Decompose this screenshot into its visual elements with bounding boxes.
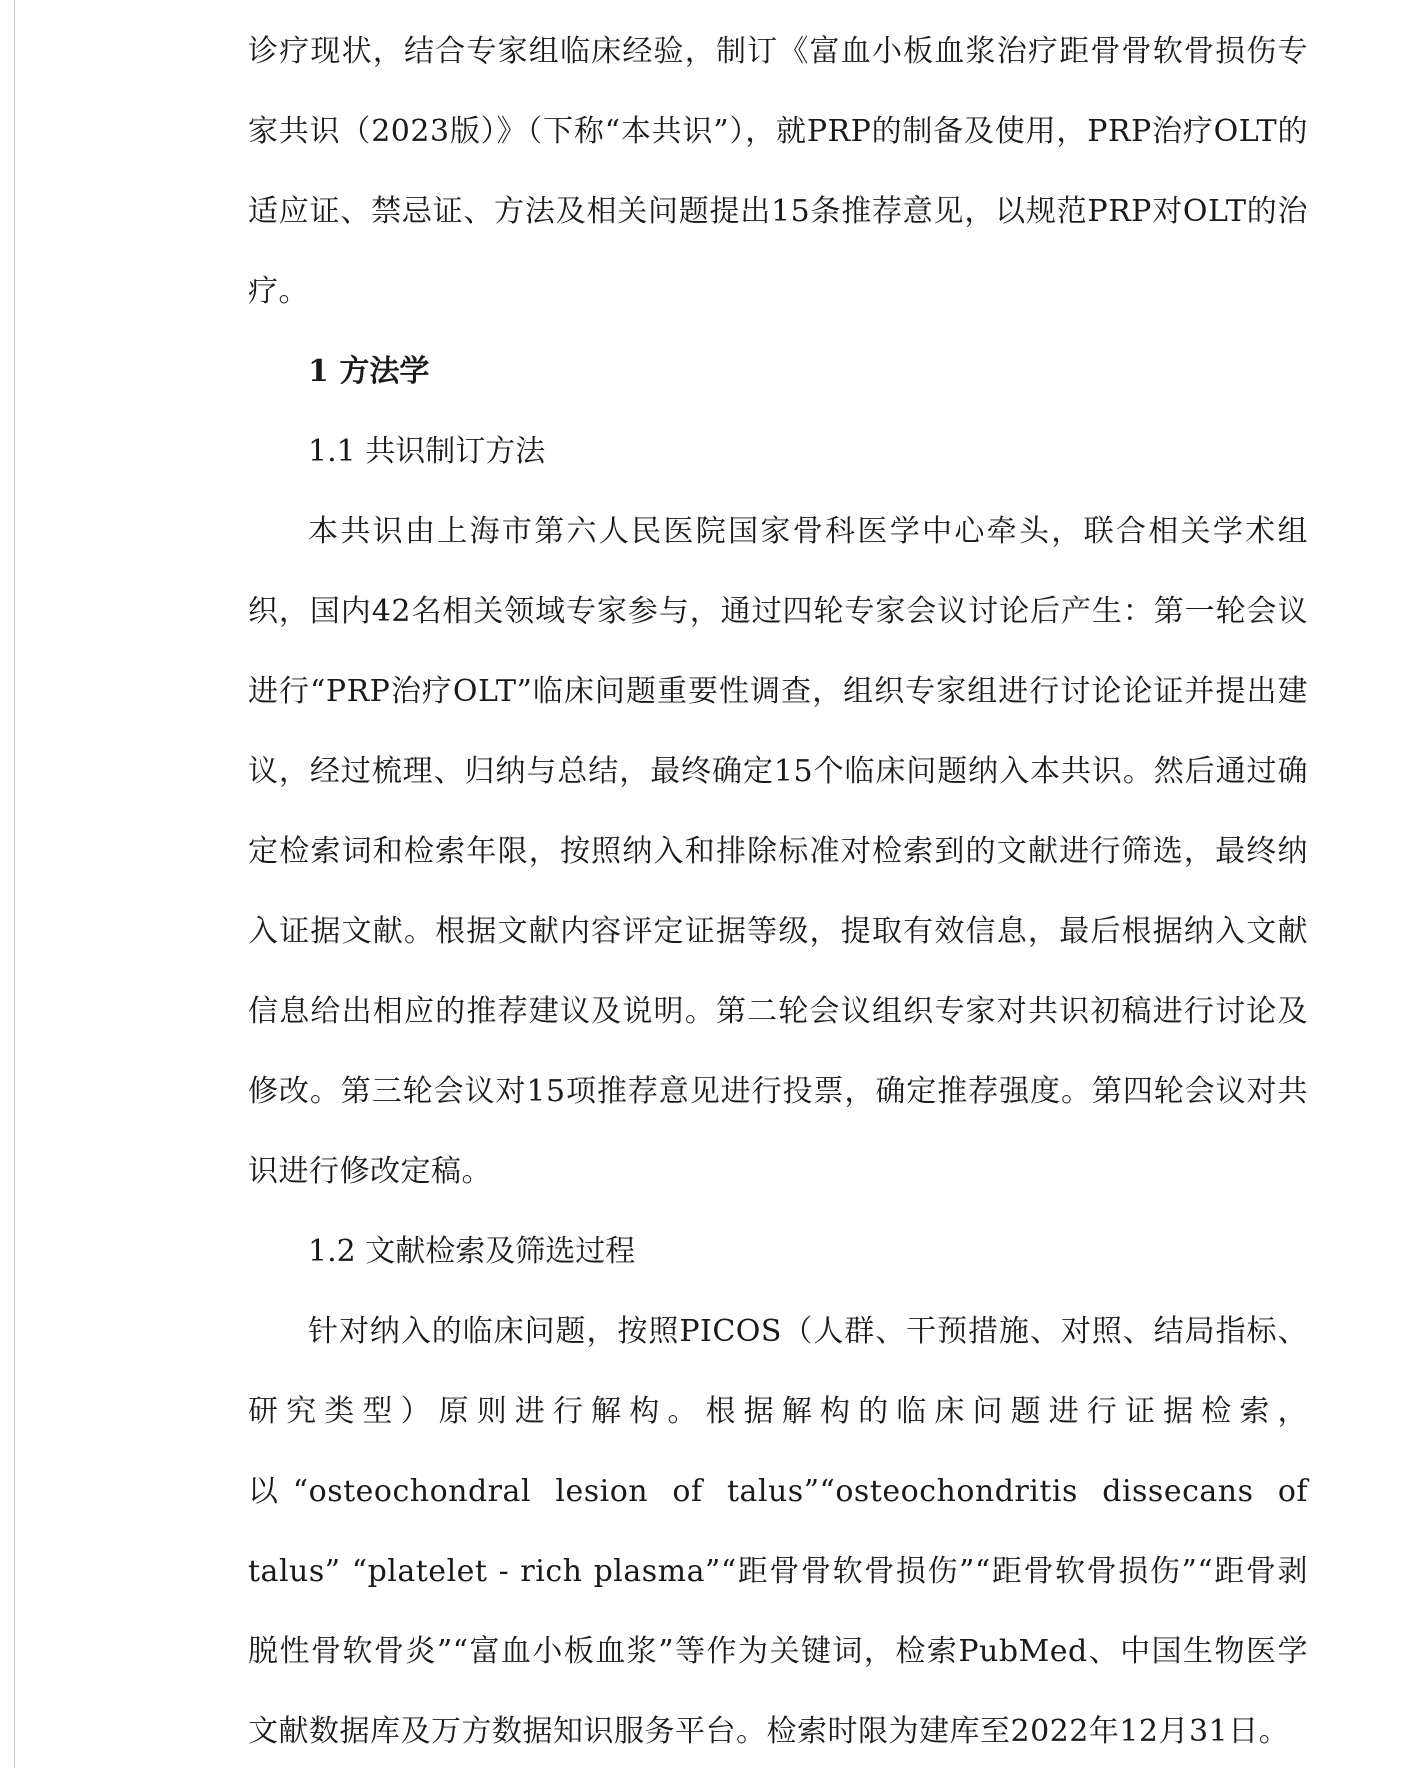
section-heading-methodology: 1 方法学 <box>308 354 430 389</box>
subsection-heading-consensus-method: 1.1 共识制订方法 <box>308 434 546 469</box>
page-left-border <box>14 0 15 1768</box>
subsection-heading-literature-search: 1.2 文献检索及筛选过程 <box>308 1234 636 1269</box>
intro-paragraph: 诊疗现状，结合专家组临床经验，制订《富血小板血浆治疗距骨骨软骨损伤专家共识（2023版）》（下称“本共识”），就PRP的制备及使用，PRP治疗OLT的适应证、禁忌证、方法及相关问题提出15条推荐意见，以规范PRP对OLT的治疗。 <box>248 34 1308 309</box>
literature-search-paragraph: 针对纳入的临床问题，按照PICOS（人群、干预措施、对照、结局指标、研究类型）原则进行解构。根据解构的临床问题进行证据检索，以“osteochondral lesion of talus”“osteochondritis dissecans of talus” “platelet - rich plasma”“距骨骨软骨损伤”“距骨软骨损伤”“距骨剥脱性骨软骨炎”“富血小板血浆”等作为关键词，检索PubMed、中国生物医学文献数据库及万方数据知识服务平台。检索时限为建库至2022年12月31日。 <box>248 1314 1308 1749</box>
consensus-method-paragraph: 本共识由上海市第六人民医院国家骨科医学中心牵头，联合相关学术组织，国内42名相关领域专家参与，通过四轮专家会议讨论后产生：第一轮会议进行“PRP治疗OLT”临床问题重要性调查，组织专家组进行讨论论证并提出建议，经过梳理、归纳与总结，最终确定15个临床问题纳入本共识。然后通过确定检索词和检索年限，按照纳入和排除标准对检索到的文献进行筛选，最终纳入证据文献。根据文献内容评定证据等级，提取有效信息，最后根据纳入文献信息给出相应的推荐建议及说明。第二轮会议组织专家对共识初稿进行讨论及修改。第三轮会议对15项推荐意见进行投票，确定推荐强度。第四轮会议对共识进行修改定稿。 <box>248 514 1308 1189</box>
document-page <box>248 12 1308 1772</box>
